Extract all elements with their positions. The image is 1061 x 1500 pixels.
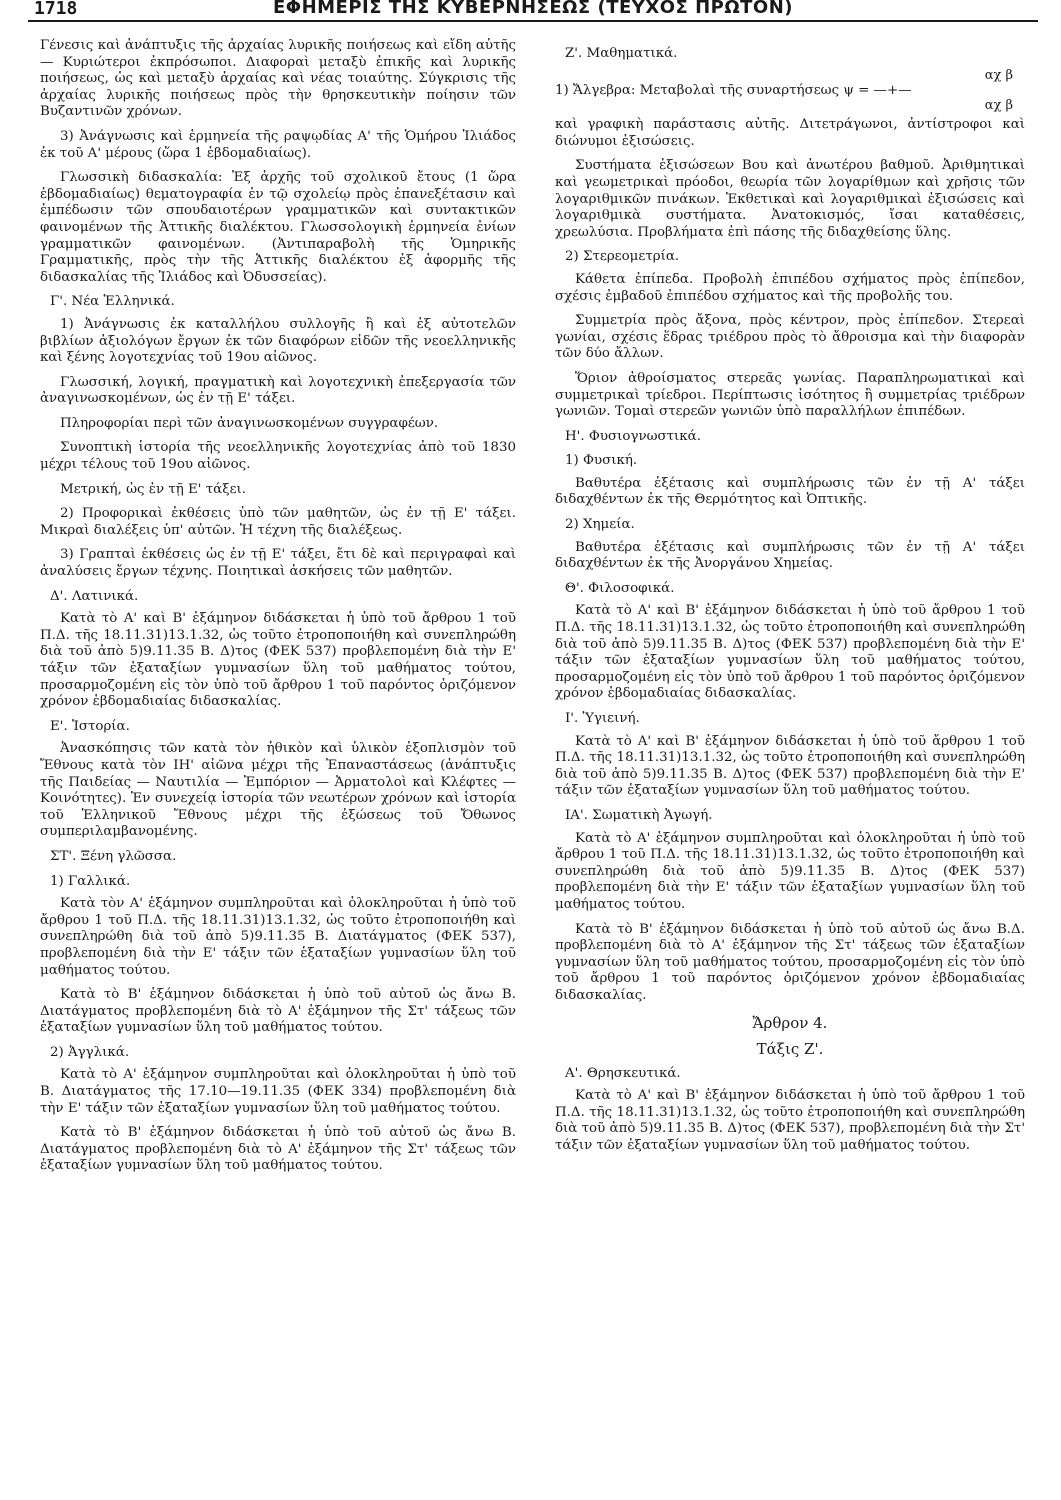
- paragraph: Κάθετα ἐπίπεδα. Προβολὴ ἐπιπέδου σχήματος πρὸς ἐπίπεδον, σχέσις ἐμβαδοῦ ἐπιπέδου σχήματος καὶ τῆς προβολῆς του.: [555, 271, 1025, 304]
- article-heading: Ἄρθρον 4.: [752, 1013, 828, 1032]
- paragraph: Κατὰ τὸ Α' ἑξάμηνον συμπληροῦται καὶ ὁλοκληροῦται ἡ ὑπὸ τοῦ ἄρθρου 1 τοῦ Π.Δ. τῆς 18.11.31)13.1.32, ὡς τοῦτο ἐτροποποιήθη καὶ συνεπληρώθη διὰ τοῦ ἀπὸ 5)9.11.35 Β. Δ)τος (ΦΕΚ 537) προβλεπομένη διὰ τὴν Ε' τάξιν τῶν ἑξαταξίων γυμνασίων ὕλη τοῦ μαθήματος τούτου.: [555, 830, 1025, 912]
- paragraph: καὶ γραφικὴ παράστασις αὐτῆς. Διτετράγωνοι, ἀντίστροφοι καὶ διώνυμοι ἐξισώσεις.: [555, 117, 1025, 149]
- paragraph: Βαθυτέρα ἐξέτασις καὶ συμπλήρωσις τῶν ἐν τῇ Α' τάξει διδαχθέντων ἐκ τῆς Ἀνοργάνου Χημείας.: [555, 539, 1025, 572]
- section-heading: ΣΤ'. Ξένη γλῶσσα.: [50, 848, 177, 864]
- paragraph: Κατὰ τὸν Α' ἑξάμηνον συμπληροῦται καὶ ὁλοκληροῦται ἡ ὑπὸ τοῦ ἄρθρου 1 τοῦ Π.Δ. τῆς 18.11.31)13.1.32, ὡς τοῦτο ἐτροποποιήθη καὶ συνεπληρώθη διὰ τοῦ ἀπὸ 5)9.11.35 Β. Διατάγματος (ΦΕΚ 537), προβλεπομένη διὰ τὴν Ε' τάξιν τῶν ἑξαταξίων γυμνασίων ὕλη τοῦ μαθήματος τούτου.: [40, 896, 516, 978]
- paragraph: Συνοπτικὴ ἱστορία τῆς νεοελληνικῆς λογοτεχνίας ἀπὸ τοῦ 1830 μέχρι τέλους τοῦ 19ου αἰῶνος.: [40, 440, 516, 473]
- paragraph: Κατὰ τὸ Α' καὶ Β' ἑξάμηνον διδάσκεται ἡ ὑπὸ τοῦ ἄρθρου 1 τοῦ Π.Δ. τῆς 18.11.31)13.1.32, ὡς τοῦτο ἐτροποποιήθη καὶ συνεπληρώθη διὰ τοῦ ἀπὸ 5)9.11.35 Β. Δ)τος (ΦΕΚ 537) προβλεπομένη διὰ τὴν Ε' τάξιν τῶν ἑξαταξίων γυμνασίων ὕλη τοῦ μαθήματος τούτου.: [555, 733, 1025, 799]
- formula-denominator: αχ β: [984, 98, 1013, 114]
- paragraph: Συστήματα ἐξισώσεων Βου καὶ ἀνωτέρου βαθμοῦ. Ἀριθμητικαὶ καὶ γεωμετρικαὶ πρόοδοι, θεωρία τῶν λογαρίθμων καὶ χρῆσις τῶν λογαριθμικῶν πινάκων. Ἐκθετικαὶ καὶ λογαριθμικαὶ ἐξισώσεις καὶ λογαριθμικὰ συστήματα. Ἀνατοκισμός, ἴσαι καταθέσεις, χρεωλύσια. Προβλήματα ἐπὶ πάσης τῆς διδαχθείσης ὕλης.: [555, 158, 1025, 240]
- paragraph: Γλωσσικὴ διδασκαλία: Ἐξ ἀρχῆς τοῦ σχολικοῦ ἔτους (1 ὥρα ἑβδομαδιαίως) θεματογραφία ἐν τῷ σχολείῳ πρὸς ἐπανεξέτασιν καὶ ἐμπέδωσιν τῶν σπουδαιοτέρων γραμματικῶν καὶ συντακτικῶν φαινομένων τῆς Ἀττικῆς διαλέκτου. Γλωσσολογικὴ ἑρμηνεία ἐνίων γραμματικῶν φαινομένων. (Ἀντιπαραβολὴ τῆς Ὁμηρικῆς Γραμματικῆς, πρὸς τὴν τῆς Ἀττικῆς διαλέκτου ἐξ ἀφορμῆς τῆς διδασκαλίας τῆς Ἰλιάδος καὶ Ὀδυσσείας).: [40, 170, 516, 285]
- paragraph: Γένεσις καὶ ἀνάπτυξις τῆς ἀρχαίας λυρικῆς ποιήσεως καὶ εἴδη αὐτῆς — Κυριώτεροι ἐκπρόσωποι. Διαφοραὶ μεταξὺ ἐπικῆς καὶ λυρικῆς ποιήσεως, ὡς καὶ μεταξὺ ἀρχαίας καὶ νέας τοιαύτης. Σύγκρισις τῆς ἀρχαίας λυρικῆς ποιήσεως πρὸς τὴν θρησκευτικὴν ποίησιν τῶν Βυζαντινῶν χρόνων.: [40, 38, 516, 120]
- section-heading: ΙΑ'. Σωματικὴ Ἀγωγή.: [565, 807, 713, 823]
- right-column: [555, 38, 1025, 1163]
- paragraph: Κατὰ τὸ Β' ἑξάμηνον διδάσκεται ἡ ὑπὸ τοῦ αὐτοῦ ὡς ἄνω Β. Διατάγματος προβλεπομένη διὰ τὸ Α' ἑξάμηνον τῆς Στ' τάξεως τῶν ἑξαταξίων γυμνασίων ὕλη τοῦ μαθήματος τούτου.: [40, 987, 516, 1036]
- paragraph: Ἀνασκόπησις τῶν κατὰ τὸν ἠθικὸν καὶ ὑλικὸν ἐξοπλισμὸν τοῦ Ἔθνους κατὰ τὸν ΙΗ' αἰῶνα μέχρι τῆς Ἐπαναστάσεως (ἀνάπτυξις τῆς Παιδείας — Ναυτιλία — Ἐμπόριον — Ἀρματολοὶ καὶ Κλέφτες — Κοινότητες). Ἐν συνεχείᾳ ἱστορία τῶν νεωτέρων χρόνων καὶ ἱστορία τοῦ Ἑλληνικοῦ Ἔθνους μέχρι τῆς ἐξώσεως τοῦ Ὄθωνος συμπεριλαμβανομένης.: [40, 741, 516, 840]
- subsection-heading: 2) Χημεία.: [565, 517, 635, 533]
- paragraph: Μετρική, ὡς ἐν τῇ Ε' τάξει.: [60, 481, 247, 497]
- paragraph: Ὅριον ἀθροίσματος στερεᾶς γωνίας. Παραπληρωματικαὶ καὶ συμμετρικαὶ τρίεδροι. Περίπτωσις ἰσότητος ἢ συμμετρίας τριέδρων γωνιῶν. Τομαὶ στερεῶν γωνιῶν ὑπὸ παραλλήλων ἐπιπέδων.: [555, 370, 1025, 420]
- page-number: 1718: [34, 0, 78, 19]
- paragraph: 3) Ἀνάγνωσις καὶ ἑρμηνεία τῆς ραψῳδίας Α' τῆς Ὁμήρου Ἰλιάδος ἐκ τοῦ Α' μέρους (ὥρα 1 ἑβδομαδιαίως).: [40, 128, 516, 161]
- paragraph: Κατὰ τὸ Α' καὶ Β' ἑξάμηνον διδάσκεται ἡ ὑπὸ τοῦ ἄρθρου 1 τοῦ Π.Δ. τῆς 18.11.31)13.1.32, ὡς τοῦτο ἐτροποποιήθη καὶ συνεπληρώθη διὰ τοῦ ἀπὸ 5)9.11.35 Β. Δ)τος (ΦΕΚ 537) προβλεπομένη διὰ τὴν Ε' τάξιν τῶν ἑξαταξίων γυμνασίων ὕλη τοῦ μαθήματος τούτου, προσαρμοζομένη εἰς τὸν ὑπὸ τοῦ ἄρθρου 1 τοῦ παρόντος ὁριζόμενον χρόνον ἑβδομαδιαίας διδασκαλίας.: [40, 611, 516, 710]
- section-heading: Γ'. Νέα Ἑλληνικά.: [50, 294, 175, 310]
- paragraph: Γλωσσική, λογική, πραγματικὴ καὶ λογοτεχνικὴ ἐπεξεργασία τῶν ἀναγινωσκομένων, ὡς ἐν τῇ Ε' τάξει.: [40, 374, 516, 407]
- paragraph: 3) Γραπταὶ ἐκθέσεις ὡς ἐν τῇ Ε' τάξει, ἔτι δὲ καὶ περιγραφαὶ καὶ ἀναλύσεις ἔργων τέχνης. Ποιητικαὶ ἀσκήσεις τῶν μαθητῶν.: [40, 547, 516, 580]
- paragraph: Συμμετρία πρὸς ἄξονα, πρὸς κέντρον, πρὸς ἐπίπεδον. Στερεαὶ γωνίαι, σχέσις ἕδρας τριέδρου πρὸς τὸ ἄθροισμα καὶ τὴν διαφορὰν τῶν δύο ἄλλων.: [555, 313, 1025, 362]
- formula-line: 1) Ἄλγεβρα: Μεταβολαὶ τῆς συναρτήσεως ψ = —+—: [555, 82, 912, 98]
- section-heading: Α'. Θρησκευτικά.: [565, 1065, 681, 1081]
- subsection-heading: 2) Στερεομετρία.: [565, 249, 680, 265]
- paragraph: Κατὰ τὸ Β' ἑξάμηνον διδάσκεται ἡ ὑπὸ τοῦ αὐτοῦ ὡς ἄνω Β.Δ. προβλεπομένη διὰ τὸ Α' ἑξάμηνον τῆς Στ' τάξεως τῶν ἑξαταξίων γυμνασίων ὕλη τοῦ μαθήματος τούτου, προσαρμοζομένη εἰς τὸν ὑπὸ τοῦ ἄρθρου 1 τοῦ παρόντος ὁριζόμενον χρόνον ἑβδομαδιαίας διδασκαλίας.: [555, 921, 1025, 1003]
- paragraph: Βαθυτέρα ἐξέτασις καὶ συμπλήρωσις τῶν ἐν τῇ Α' τάξει διδαχθέντων ἐκ τῆς Θερμότητος καὶ Ὀπτικῆς.: [555, 475, 1025, 508]
- formula-numerator: αχ β: [984, 67, 1013, 83]
- paragraph: Κατὰ τὸ Α' ἑξάμηνον συμπληροῦται καὶ ὁλοκληροῦται ἡ ὑπὸ τοῦ Β. Διατάγματος τῆς 17.10—19.11.35 (ΦΕΚ 334) προβλεπομένη διὰ τὴν Ε' τάξιν τῶν ἑξαταξίων γυμνασίων ὕλη τοῦ μαθήματος τούτου.: [40, 1067, 516, 1116]
- page-header: [28, 0, 1038, 22]
- paragraph: Πληροφορίαι περὶ τῶν ἀναγινωσκομένων συγγραφέων.: [60, 415, 439, 431]
- subsection-heading: 2) Ἀγγλικά.: [50, 1044, 130, 1060]
- section-heading: Δ'. Λατινικά.: [50, 588, 139, 604]
- section-heading: Η'. Φυσιογνωστικά.: [565, 428, 701, 444]
- section-heading: Ζ'. Μαθηματικά.: [565, 46, 678, 61]
- paragraph: 1) Ἀνάγνωσις ἐκ καταλλήλου συλλογῆς ἢ καὶ ἐξ αὐτοτελῶν βιβλίων ἀξιολόγων ἔργων ἐκ τῶν διαφόρων εἰδῶν τῆς νεοελληνικῆς καὶ ξένης λογοτεχνίας τοῦ 19ου αἰῶνος.: [40, 316, 516, 366]
- formula-block: [555, 69, 1025, 114]
- paragraph: Κατὰ τὸ Α' καὶ Β' ἑξάμηνον διδάσκεται ἡ ὑπὸ τοῦ ἄρθρου 1 τοῦ Π.Δ. τῆς 18.11.31)13.1.32, ὡς τοῦτο ἐτροποποιήθη καὶ συνεπληρώθη διὰ τοῦ ἀπὸ 5)9.11.35 Β. Δ)τος (ΦΕΚ 537) προβλεπομένη διὰ τὴν Ε' τάξιν τῶν ἑξαταξίων γυμνασίων ὕλη τοῦ μαθήματος τούτου, προσαρμοζομένη εἰς τὸν ὑπὸ τοῦ ἄρθρου 1 τοῦ παρόντος ὁριζόμενον χρόνον ἑβδομαδιαίας διδασκαλίας.: [555, 603, 1025, 702]
- section-heading: Ι'. Ὑγιεινή.: [565, 711, 640, 726]
- section-heading: Ε'. Ἱστορία.: [50, 718, 130, 734]
- section-heading: Θ'. Φιλοσοφικά.: [565, 580, 675, 596]
- running-title: ΕΦΗΜΕΡΙΣ ΤΗΣ ΚΥΒΕΡΝΗΣΕΩΣ (ΤΕΥΧΟΣ ΠΡΩΤΟΝ): [272, 0, 793, 18]
- subsection-heading: 1) Φυσική.: [565, 453, 638, 469]
- paragraph: 2) Προφορικαὶ ἐκθέσεις ὑπὸ τῶν μαθητῶν, ὡς ἐν τῇ Ε' τάξει. Μικραὶ διαλέξεις ὑπ' αὐτῶν. Ἡ τέχνη τῆς διαλέξεως.: [40, 506, 516, 538]
- paragraph: Κατὰ τὸ Α' καὶ Β' ἑξάμηνον διδάσκεται ἡ ὑπὸ τοῦ ἄρθρου 1 τοῦ Π.Δ. τῆς 18.11.31)13.1.32, ὡς τοῦτο ἐτροποποιήθη καὶ συνεπληρώθη διὰ τοῦ ἀπὸ 5)9.11.35 Β. Δ)τος (ΦΕΚ 537), προβλεπομένη διὰ τὴν Στ' τάξιν τῶν ἑξαταξίων γυμνασίων ὕλη τοῦ μαθήματος τούτου.: [555, 1088, 1025, 1154]
- class-heading: Τάξις Ζ'.: [756, 1040, 824, 1059]
- paragraph: Κατὰ τὸ Β' ἑξάμηνον διδάσκεται ἡ ὑπὸ τοῦ αὐτοῦ ὡς ἄνω Β. Διατάγματος προβλεπομένη διὰ τὸ Α' ἑξάμηνον τῆς Στ' τάξεως τῶν ἑξαταξίων γυμνασίων ὕλη τοῦ μαθήματος τούτου.: [40, 1125, 516, 1174]
- subsection-heading: 1) Γαλλικά.: [50, 873, 131, 889]
- left-column: [40, 38, 516, 1183]
